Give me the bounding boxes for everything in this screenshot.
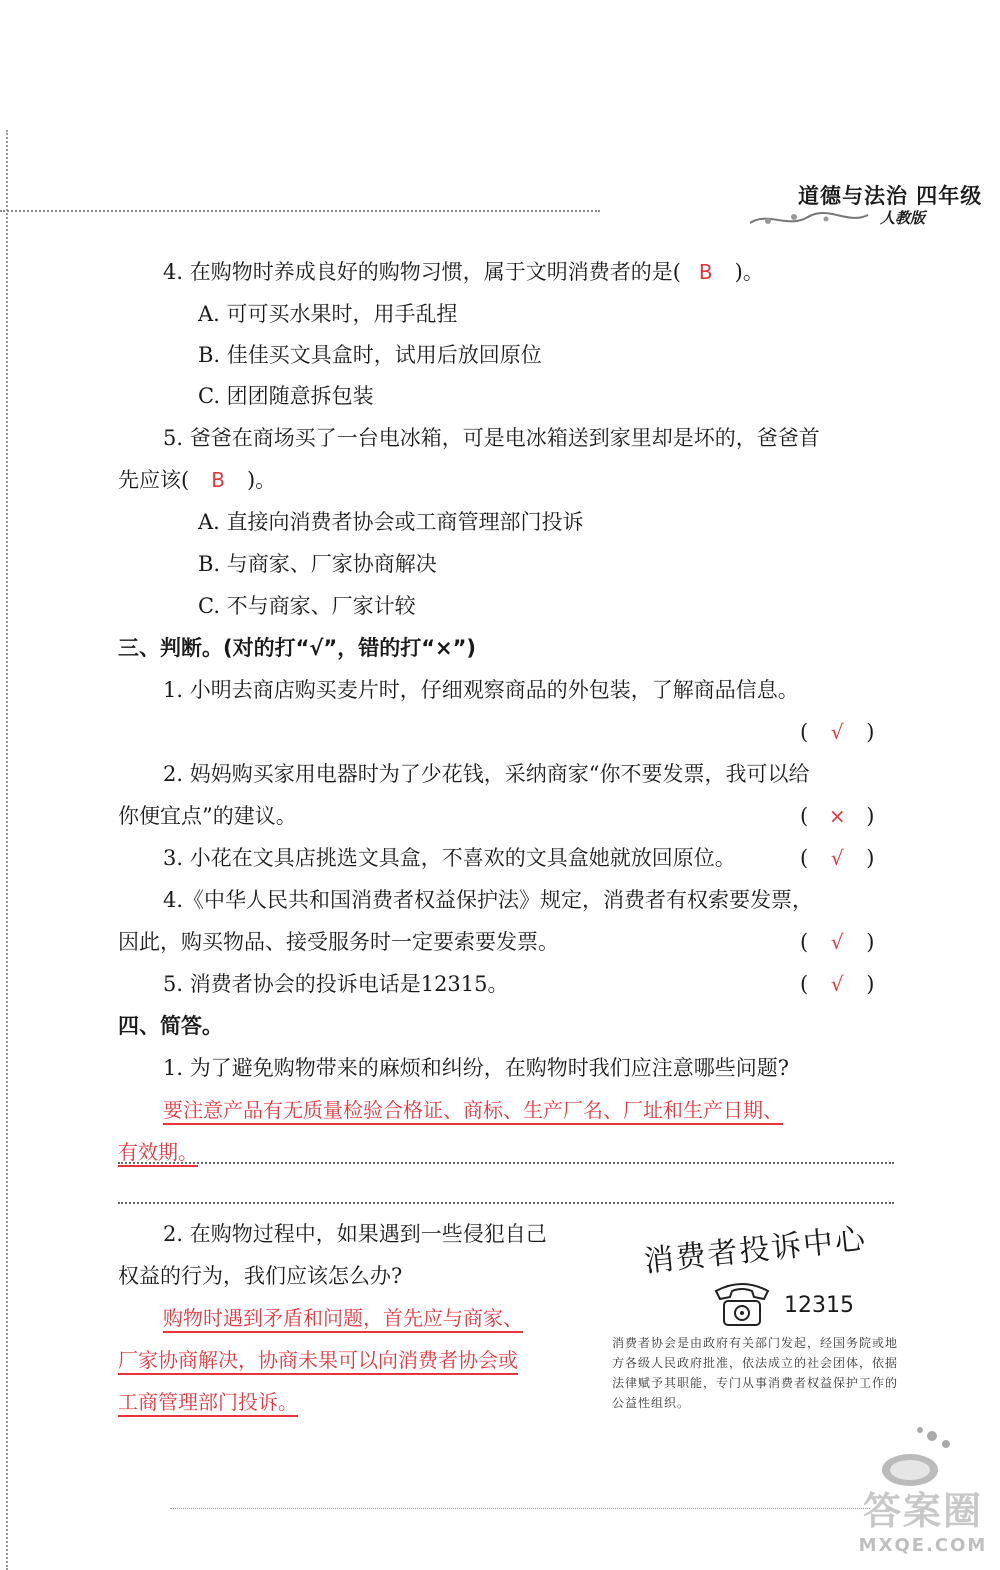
short-answer-1-question: 1. 为了避免购物带来的麻烦和纠纷，在购物时我们应注意哪些问题? xyxy=(163,1056,789,1080)
q5-answer: B xyxy=(211,468,225,492)
answer-rule-1 xyxy=(118,1162,894,1164)
complaint-center-description: 消费者协会是由政府有关部门发起，经国务院或地方各级人民政府批准，依法成立的社会团体，依据法律赋予其职能，专门从事消费者权益保护工作的公益性组织。 xyxy=(612,1336,899,1410)
judge-2-text-line2: 你便宜点”的建议。 xyxy=(118,804,297,828)
footer-rule xyxy=(170,1508,870,1509)
section4-title: 四、简答。 xyxy=(118,1014,223,1038)
judge-3-answer: ( √ ) xyxy=(800,846,875,870)
judge-1-text: 1. 小明去商店购买麦片时，仔细观察商品的外包装，了解商品信息。 xyxy=(163,678,799,702)
complaint-center-box xyxy=(600,1205,900,1435)
q4-stem: 4. 在购物时养成良好的购物习惯，属于文明消费者的是( B )。 xyxy=(163,260,764,284)
short-answer-1-answer-line2: 有效期。 xyxy=(118,1138,198,1166)
q5-option-c: C. 不与商家、厂家计较 xyxy=(198,594,416,618)
q4-option-c: C. 团团随意拆包装 xyxy=(198,384,374,408)
short-answer-2-question-line1: 2. 在购物过程中，如果遇到一些侵犯自己 xyxy=(163,1222,547,1246)
judge-4-answer: ( √ ) xyxy=(800,930,875,954)
judge-4-text-line2: 因此，购买物品、接受服务时一定要索要发票。 xyxy=(118,930,559,954)
judge-2-answer: ( × ) xyxy=(800,804,875,828)
complaint-phone-number: 12315 xyxy=(784,1293,854,1318)
header-edition: 人教版 xyxy=(880,209,926,227)
short-answer-2-question-line2: 权益的行为，我们应该怎么办? xyxy=(118,1264,403,1288)
q5-option-b: B. 与商家、厂家协商解决 xyxy=(198,552,437,576)
short-answer-2-answer-line1: 购物时遇到矛盾和问题，首先应与商家、 xyxy=(163,1304,523,1332)
q5-stem-line1: 5. 爸爸在商场买了一台电冰箱，可是电冰箱送到家里却是坏的，爸爸首 xyxy=(163,426,820,450)
binding-edge xyxy=(6,130,8,1570)
q4-option-a: A. 可可买水果时，用手乱捏 xyxy=(198,302,458,326)
header-subject: 道德与法治 四年级 xyxy=(798,183,983,208)
q5-stem-line2: 先应该( B )。 xyxy=(118,468,277,492)
judge-3-text: 3. 小花在文具店挑选文具盒，不喜欢的文具盒她就放回原位。 xyxy=(163,846,736,870)
short-answer-2-answer-line3: 工商管理部门投诉。 xyxy=(118,1388,298,1416)
short-answer-2-answer-line2: 厂家协商解决，协商未果可以向消费者协会或 xyxy=(118,1346,518,1374)
judge-4-text-line1: 4.《中华人民共和国消费者权益保护法》规定，消费者有权索要发票， xyxy=(163,888,814,912)
q4-option-b: B. 佳佳买文具盒时，试用后放回原位 xyxy=(198,343,542,367)
complaint-center-title: 消费者投诉中心 xyxy=(642,1221,869,1280)
section3-title: 三、判断。(对的打“√”，错的打“×”) xyxy=(118,636,477,660)
judge-5-answer: ( √ ) xyxy=(800,972,875,996)
short-answer-1-answer-line1: 要注意产品有无质量检验合格证、商标、生产厂名、厂址和生产日期、 xyxy=(163,1096,783,1124)
judge-1-answer: ( √ ) xyxy=(800,720,875,744)
judge-2-text-line1: 2. 妈妈购买家用电器时为了少花钱，采纳商家“你不要发票，我可以给 xyxy=(163,762,810,786)
watermark-logo: 答案圈 MXQE.COM xyxy=(858,1489,988,1556)
q4-answer: B xyxy=(698,260,713,284)
header-rule xyxy=(0,210,600,212)
answer-rule-2 xyxy=(118,1202,894,1204)
judge-5-text: 5. 消费者协会的投诉电话是12315。 xyxy=(163,972,509,996)
q5-option-a: A. 直接向消费者协会或工商管理部门投诉 xyxy=(198,510,584,534)
telephone-icon xyxy=(710,1277,774,1329)
